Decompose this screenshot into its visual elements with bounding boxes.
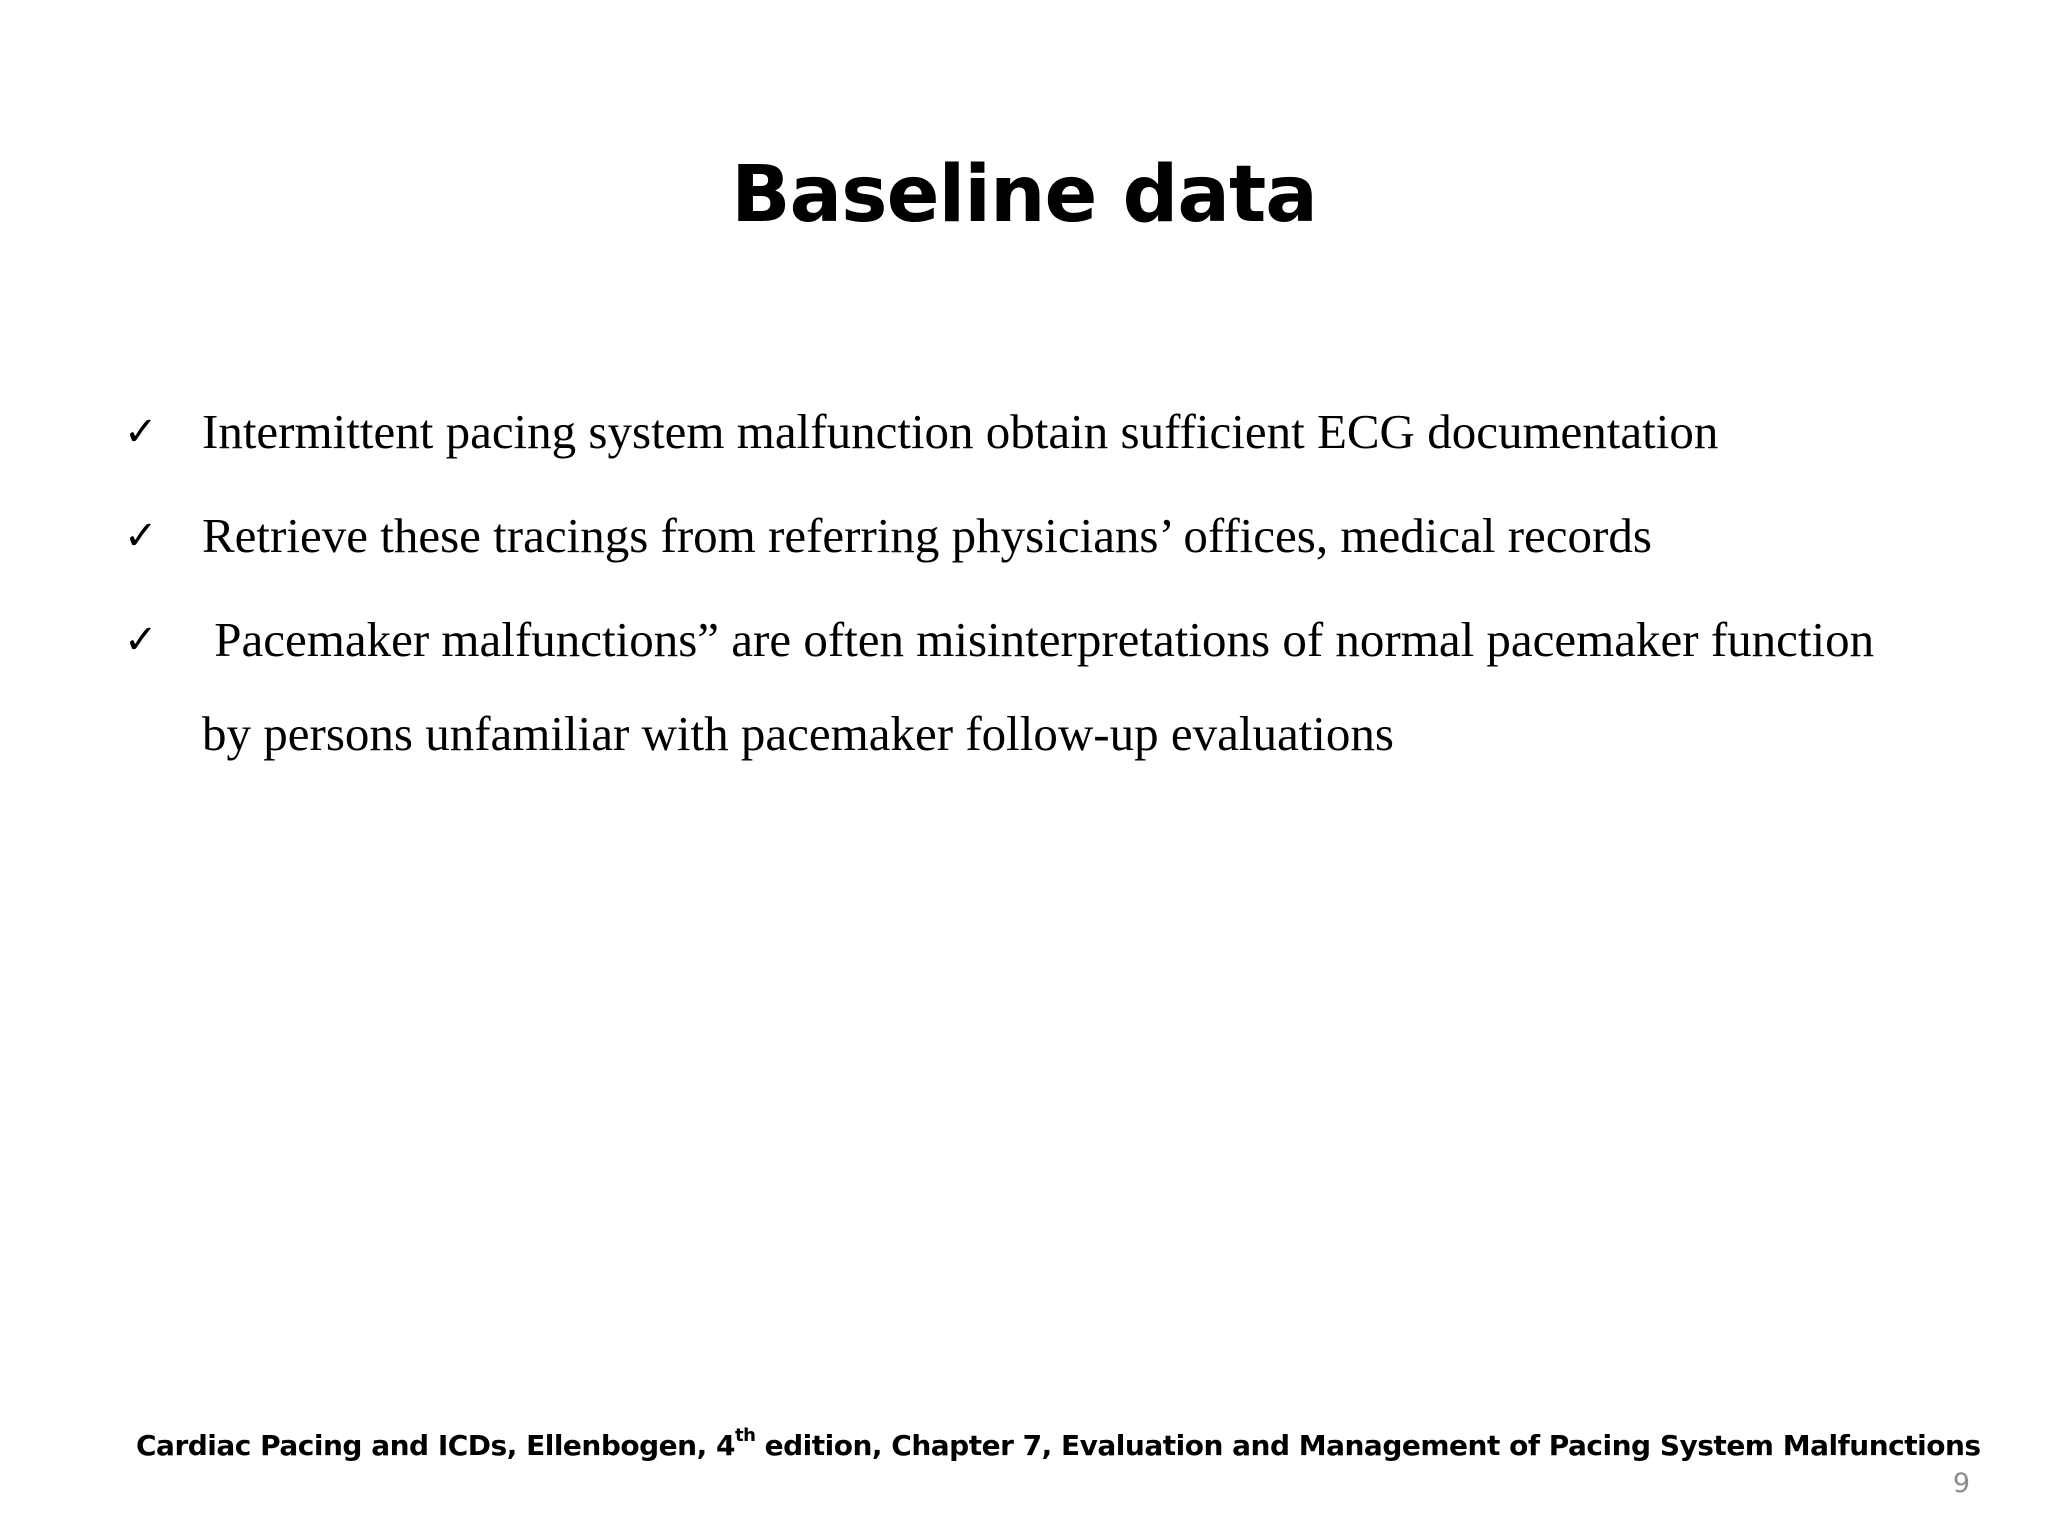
bullet-list (120, 385, 1980, 791)
bullet-item (120, 385, 1980, 479)
bullet-item (120, 593, 1980, 781)
bullet-text: Pacemaker malfunctions” are often misinterpretations of normal pacemaker function by persons unfamiliar with pacemaker follow-up evaluations (202, 612, 1887, 761)
checkmark-icon: ✓ (124, 513, 158, 559)
page-number: 9 (1952, 1468, 1970, 1499)
citation-footer (136, 1426, 1981, 1466)
bullet-item (120, 489, 1980, 583)
citation-text-end: edition, Chapter 7, Evaluation and Management of Pacing System Malfunctions (755, 1429, 1981, 1462)
checkmark-icon: ✓ (124, 617, 158, 663)
checkmark-icon: ✓ (124, 409, 158, 455)
bullet-text: Retrieve these tracings from referring physicians’ offices, medical records (202, 508, 1652, 563)
bullet-text: Intermittent pacing system malfunction obtain sufficient ECG documentation (202, 404, 1719, 459)
citation-superscript: th (734, 1424, 756, 1446)
citation-text-start: Cardiac Pacing and ICDs, Ellenbogen, 4 (136, 1429, 735, 1462)
slide-title: Baseline data (731, 150, 1317, 240)
